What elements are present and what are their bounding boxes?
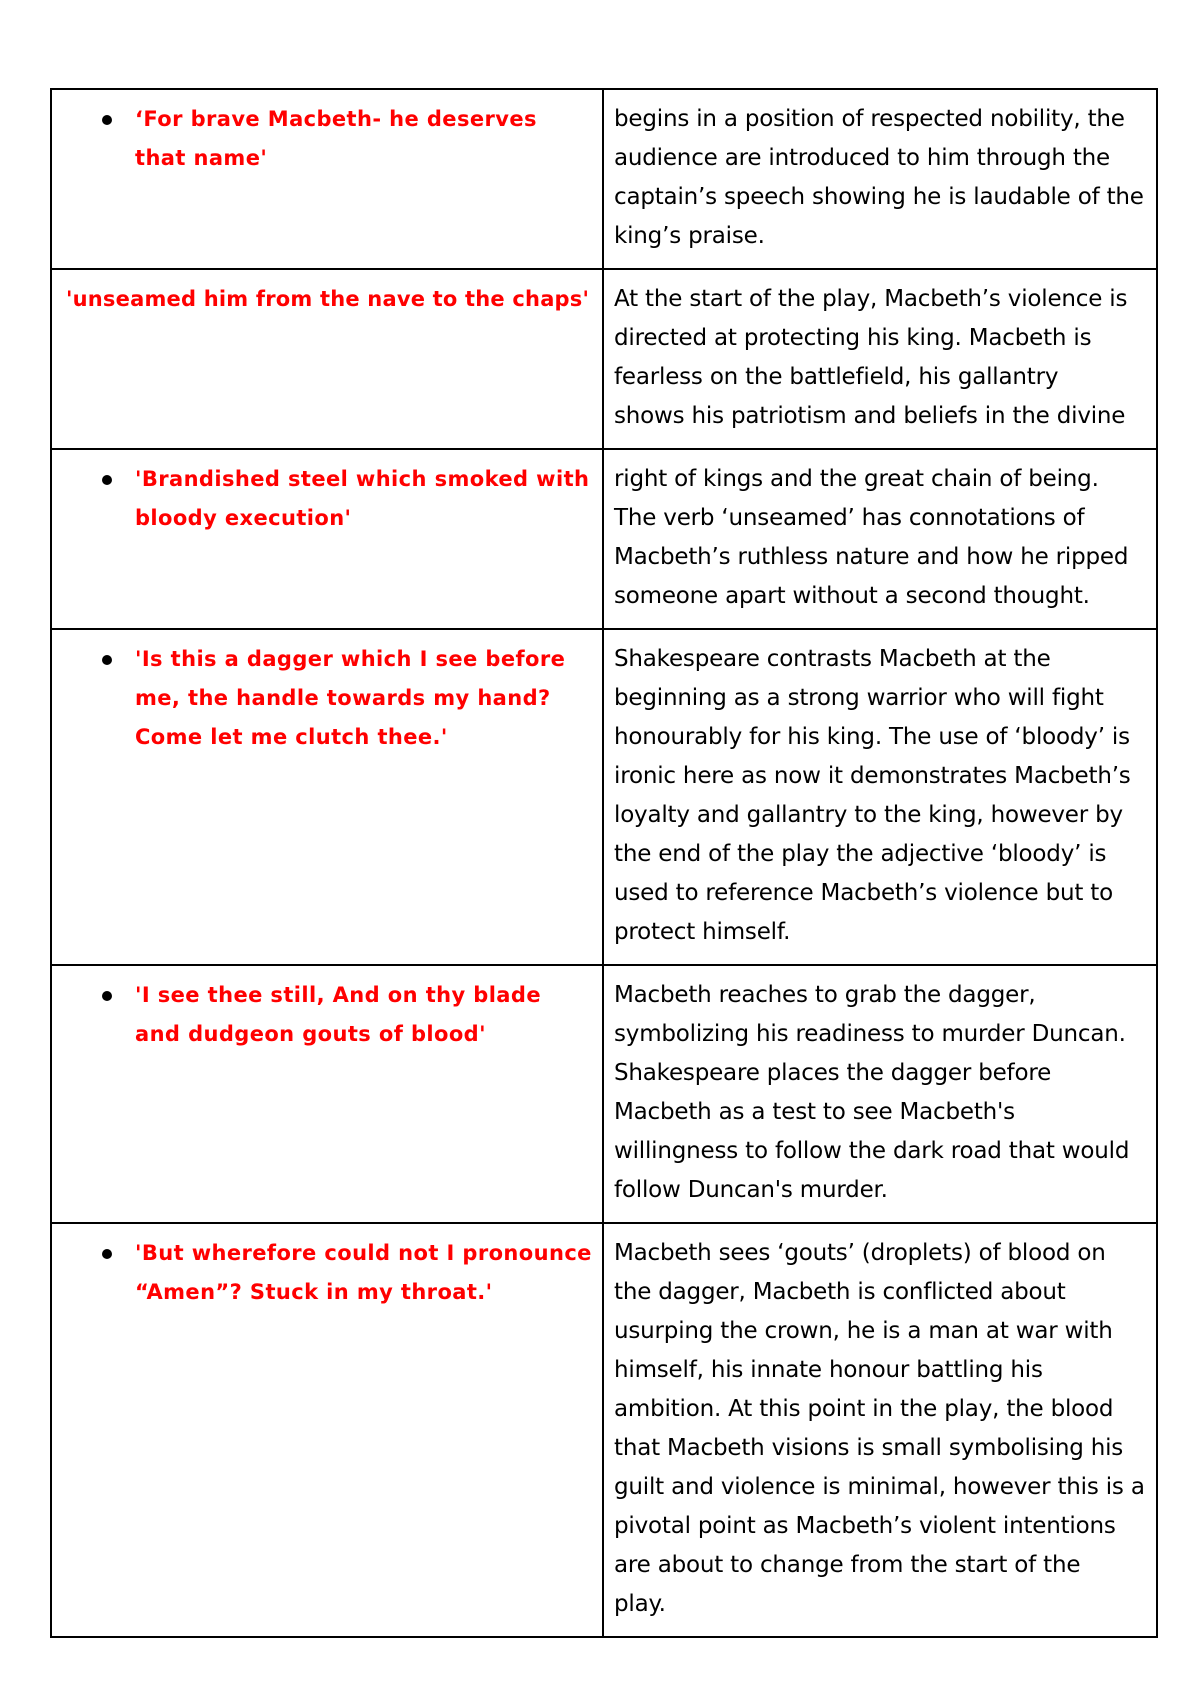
analysis-text xyxy=(614,460,1146,616)
analysis-line: king’s praise. xyxy=(614,223,765,249)
analysis-line: Macbeth reaches to grab the dagger, xyxy=(614,982,1036,1008)
analysis-line: the end of the play the adjective ‘bloody’ is xyxy=(614,841,1107,867)
analysis-line: himself, his innate honour battling his xyxy=(614,1357,1043,1383)
analysis-text xyxy=(614,100,1146,256)
quote-cell xyxy=(51,629,603,965)
analysis-line: Shakespeare places the dagger before xyxy=(614,1060,1052,1086)
quote-cell xyxy=(51,965,603,1223)
analysis-line: shows his patriotism and beliefs in the divine xyxy=(614,403,1126,429)
analysis-cell xyxy=(603,1223,1157,1637)
analysis-line: that Macbeth visions is small symbolising his xyxy=(614,1435,1124,1461)
quote-cell xyxy=(51,1223,603,1637)
analysis-line: are about to change from the start of the xyxy=(614,1552,1081,1578)
quote-list-item xyxy=(62,1234,592,1312)
analysis-text xyxy=(614,1234,1146,1624)
analysis-line: right of kings and the great chain of being. xyxy=(614,466,1099,492)
quote-text: 'Brandished steel which smoked with bloody execution' xyxy=(135,467,590,530)
analysis-line: At the start of the play, Macbeth’s violence is xyxy=(614,286,1128,312)
table-row xyxy=(51,449,1157,629)
quote-list-item xyxy=(62,640,592,757)
bullet-icon xyxy=(102,655,112,665)
quote-list-item xyxy=(62,100,592,178)
analysis-line: follow Duncan's murder. xyxy=(614,1177,888,1203)
analysis-line: The verb ‘unseamed’ has connotations of xyxy=(614,505,1085,531)
analysis-line: Shakespeare contrasts Macbeth at the xyxy=(614,646,1051,672)
analysis-text xyxy=(614,640,1146,952)
quote-text: 'I see thee still, And on thy blade and dudgeon gouts of blood' xyxy=(135,983,541,1046)
quote-list xyxy=(62,640,592,757)
analysis-line: willingness to follow the dark road that would xyxy=(614,1138,1130,1164)
quote-text: 'unseamed him from the nave to the chaps' xyxy=(66,287,590,311)
quote-list xyxy=(62,100,592,178)
analysis-text xyxy=(614,280,1146,436)
analysis-line: captain’s speech showing he is laudable of the xyxy=(614,184,1144,210)
analysis-line: play. xyxy=(614,1591,666,1617)
analysis-line: someone apart without a second thought. xyxy=(614,583,1090,609)
analysis-line: used to reference Macbeth’s violence but to xyxy=(614,880,1113,906)
table-row xyxy=(51,89,1157,269)
analysis-cell xyxy=(603,449,1157,629)
analysis-line: beginning as a strong warrior who will fight xyxy=(614,685,1104,711)
analysis-cell xyxy=(603,269,1157,449)
analysis-line: audience are introduced to him through the xyxy=(614,145,1111,171)
analysis-cell xyxy=(603,965,1157,1223)
bullet-icon xyxy=(102,991,112,1001)
quote-list xyxy=(62,976,592,1054)
analysis-line: pivotal point as Macbeth’s violent intentions xyxy=(614,1513,1116,1539)
analysis-line: Macbeth’s ruthless nature and how he ripped xyxy=(614,544,1129,570)
analysis-cell xyxy=(603,89,1157,269)
analysis-line: begins in a position of respected nobility, the xyxy=(614,106,1125,132)
quote-text: ‘For brave Macbeth- he deserves that name' xyxy=(135,107,537,170)
table-row xyxy=(51,1223,1157,1637)
analysis-line: fearless on the battlefield, his gallantry xyxy=(614,364,1059,390)
analysis-line: Macbeth sees ‘gouts’ (droplets) of blood on xyxy=(614,1240,1106,1266)
table-body xyxy=(51,89,1157,1637)
table-row xyxy=(51,269,1157,449)
analysis-cell xyxy=(603,629,1157,965)
bullet-icon xyxy=(102,1249,112,1259)
table-row xyxy=(51,629,1157,965)
analysis-line: guilt and violence is minimal, however this is a xyxy=(614,1474,1145,1500)
analysis-line: directed at protecting his king. Macbeth is xyxy=(614,325,1092,351)
analysis-line: the dagger, Macbeth is conflicted about xyxy=(614,1279,1066,1305)
quote-cell xyxy=(51,89,603,269)
analysis-line: loyalty and gallantry to the king, however by xyxy=(614,802,1123,828)
analysis-text xyxy=(614,976,1146,1210)
quote-text: 'But wherefore could not I pronounce “Amen”? Stuck in my throat.' xyxy=(135,1241,592,1304)
bullet-icon xyxy=(102,475,112,485)
quote-cell xyxy=(51,269,603,449)
analysis-line: usurping the crown, he is a man at war with xyxy=(614,1318,1113,1344)
quote-list-item xyxy=(62,976,592,1054)
analysis-line: ambition. At this point in the play, the blood xyxy=(614,1396,1114,1422)
quote-list-item xyxy=(62,460,592,538)
quote-text: 'Is this a dagger which I see before me, the handle towards my hand? Come let me clutch thee.' xyxy=(135,647,566,749)
analysis-line: protect himself. xyxy=(614,919,791,945)
quote-list xyxy=(62,1234,592,1312)
analysis-line: ironic here as now it demonstrates Macbeth’s xyxy=(614,763,1131,789)
quote-cell xyxy=(51,449,603,629)
quote-analysis-table xyxy=(50,88,1158,1638)
analysis-line: honourably for his king. The use of ‘bloody’ is xyxy=(614,724,1130,750)
analysis-line: Macbeth as a test to see Macbeth's xyxy=(614,1099,1015,1125)
bullet-icon xyxy=(102,115,112,125)
table-row xyxy=(51,965,1157,1223)
quote-list xyxy=(62,460,592,538)
analysis-line: symbolizing his readiness to murder Duncan. xyxy=(614,1021,1126,1047)
